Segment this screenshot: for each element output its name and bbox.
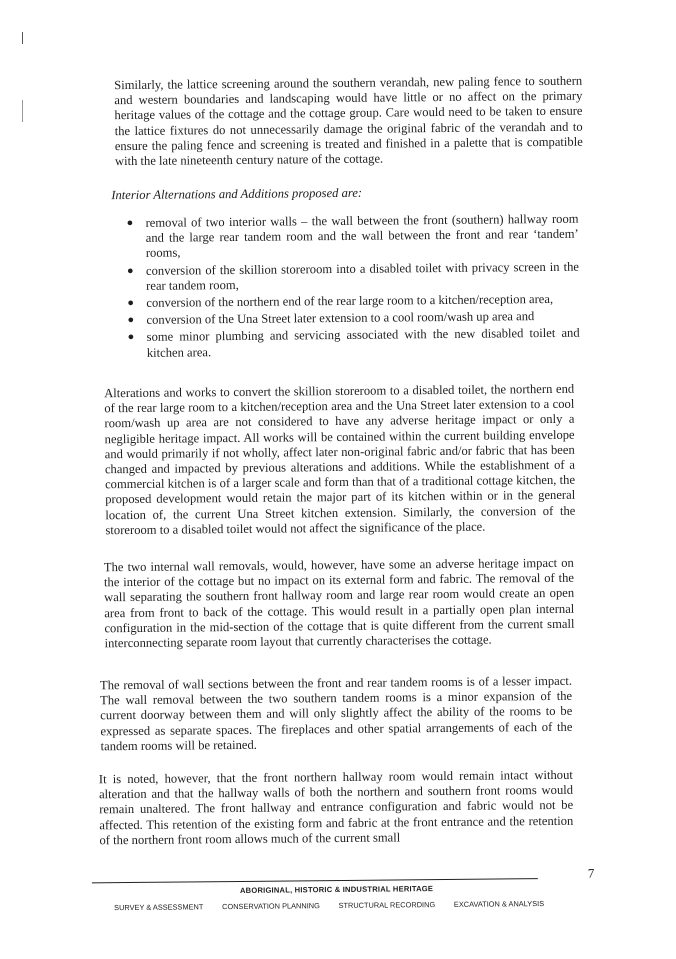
alterations-bullet-list [123,212,579,363]
paragraph-front-hallway: It is noted, however, that the front northern hallway room would remain intact without alteration and that the hallway walls of both the northern and southern front rooms would remain unaltered. The front hallway and entrance configuration and fabric would not be affected. This retention of the existing form and fabric at the front entrance and the retention of the northern front room allows much of the current small [98,767,574,848]
paragraph-tandem-rooms: The removal of wall sections between the front and rear tandem rooms is of a lesser impact. The wall removal between the two southern tandem rooms is a minor expansion of the current doorway between them and will only slightly affect the ability of the rooms to be expressed as separate spaces. The fireplaces and other spatial arrangements of each of the tandem rooms will be retained. [99,673,573,754]
list-item [124,259,579,294]
paragraph-internal-wall-removals: The two internal wall removals, would, however, have some an adverse heritage impact on the interior of the cottage but no impact on its external form and fabric. The removal of the wall separating the southern front hallway room and large rear room would create an open area from front to back of the cottage. This would result in a partially open plan internal configuration in the mid-section of the cottage that is quite different from the current small interconnecting separate room layout that currently characterises the cottage. [103,555,575,651]
list-item-text: removal of two interior walls – the wall between the front (southern) hallway room and the large rear tandem room and the wall between the front and rear ‘tandem’ rooms, [145,211,579,261]
scan-artifact [22,100,23,122]
bullet-icon: ● [126,264,134,277]
footer-service-item: STRUCTURAL RECORDING [338,900,436,911]
list-item [125,326,580,361]
footer-title: ABORIGINAL, HISTORIC & INDUSTRIAL HERITAGE [239,884,434,895]
footer-services [114,899,544,912]
list-item-text: conversion of the skillion storeroom into a disabled toilet with privacy screen in the rear tandem room, [145,259,580,293]
list-item [124,292,579,312]
footer-service-item: EXCAVATION & ANALYSIS [453,899,545,909]
list-item [123,212,578,262]
bullet-icon: ● [127,331,135,344]
bullet-icon: ● [127,314,135,327]
list-item-text: some minor plumbing and servicing associated with the new disabled toilet and kitchen area. [146,326,580,360]
footer-service-item: CONSERVATION PLANNING [222,901,320,912]
section-subheading: Interior Alternations and Additions proposed are: [111,185,363,203]
scan-artifact [22,32,23,44]
page-number: 7 [587,865,595,881]
list-item [124,309,579,329]
bullet-icon: ● [127,296,135,310]
footer-service-item: SURVEY & ASSESSMENT [114,902,204,913]
paragraph-alterations-works: Alterations and works to convert the skillion storeroom to a disabled toilet, the northern end of the rear large room to a kitchen/reception area and the Una Street later extension to a cool room/wash up area are not considered to have any adverse heritage impact or only a negligible heritage impact. All works will be contained within the current building envelope and would primarily if not wholly, affect later non-original fabric and/or fabric that has been changed and impacted by previous alterations and additions. While the establishment of a commercial kitchen is of a larger scale and form than that of a traditional cottage kitchen, the proposed development would retain the major part of its kitchen within or in the general location of, the current Una Street kitchen extension. Similarly, the conversion of the storeroom to a disabled toilet would not affect the significance of the place. [104,381,576,538]
paragraph-lattice-screening: Similarly, the lattice screening around the southern verandah, new paling fence to southern and western boundaries and landscaping would have little or no affect on the primary heritage values of the cottage and the cottage group. Care would need to be taken to ensure the lattice fixtures do not unnecessarily damage the original fabric of the verandah and to ensure the paling fence and screening is treated and finished in a palette that is compatible with the late nineteenth century nature of the cottage. [114,73,583,169]
bullet-icon: ● [126,216,134,230]
list-item-text: conversion of the Una Street later extension to a cool room/wash up area and [146,309,535,328]
list-item-text: conversion of the northern end of the rear large room to a kitchen/reception area, [146,291,554,310]
footer-divider [92,878,538,883]
